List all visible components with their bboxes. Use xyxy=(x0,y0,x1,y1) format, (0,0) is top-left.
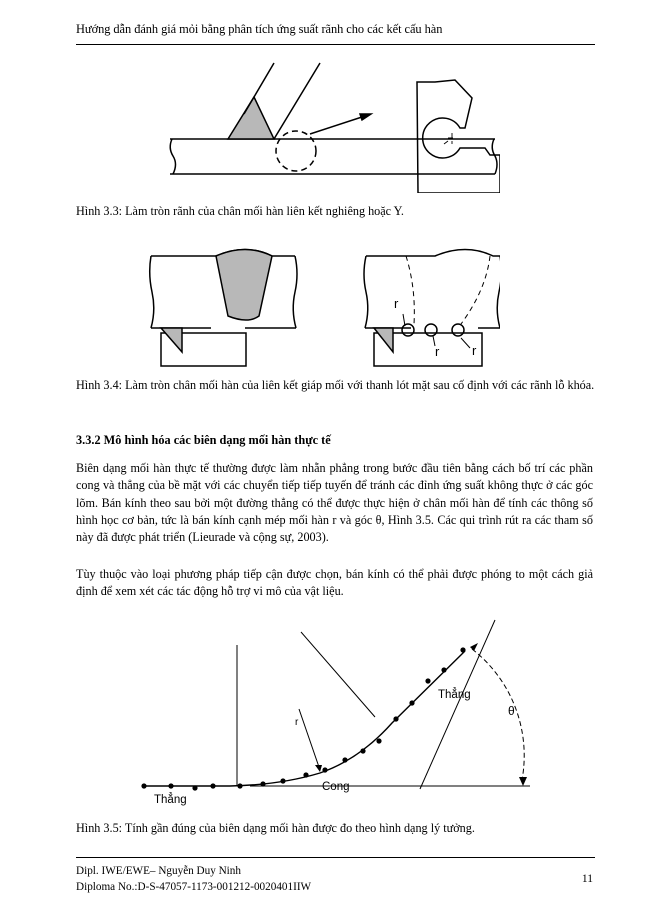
detail-circle xyxy=(276,131,316,171)
straight-label-top: Thẳng xyxy=(438,689,471,701)
figure-3-3 xyxy=(160,58,500,193)
theta-arc xyxy=(472,649,524,780)
figure-3-3-caption: Hình 3.3: Làm tròn rãnh của chân mối hàn liên kết nghiêng hoặc Y. xyxy=(76,204,404,218)
footer-diploma: Diploma No.:D-S-47057-1173-001212-0020401IIW xyxy=(76,881,312,893)
weld-fill-left xyxy=(216,250,272,321)
r-label-1: r xyxy=(394,296,399,311)
straight-label-bottom: Thẳng xyxy=(154,794,187,806)
plate-right-break xyxy=(492,139,497,174)
section-heading: 3.3.2 Mô hình hóa các biên dạng mối hàn thực tế xyxy=(76,433,331,447)
radius-line xyxy=(299,709,320,770)
figure-3-5-caption: Hình 3.5: Tính gần đúng của biên dạng mối hàn được đo theo hình dạng lý tưởng. xyxy=(76,821,475,835)
theta-label: θ xyxy=(508,704,515,718)
detail-arrow xyxy=(310,116,365,134)
page-number: 11 xyxy=(581,873,593,885)
tangent-line xyxy=(420,620,495,789)
r-label-2: r xyxy=(435,344,440,359)
page-header: Hướng dẫn đánh giá mỏi bằng phân tích ứng suất rãnh cho các kết cấu hàn xyxy=(76,22,443,36)
plate-left-break xyxy=(170,139,175,174)
r-label-3: r xyxy=(472,343,477,358)
paragraph-2: Tùy thuộc vào loại phương pháp tiếp cận được chọn, bán kính có thể phải được phóng to một cách giả định để xem xét các tác động hỗ trợ vi mô của vật liệu. xyxy=(76,567,593,599)
header-divider xyxy=(76,44,595,45)
figure-3-4-caption: Hình 3.4: Làm tròn chân mối hàn của liên kết giáp mối với thanh lót mặt sau cố định với các rãnh lỗ khóa. xyxy=(76,378,595,392)
paragraph-1: Biên dạng mối hàn thực tế thường được làm nhẵn phẳng trong bước đầu tiên bằng cách bố trí các phần cong và thẳng của bề mặt với các chuyển tiếp tiếp tuyến để tránh các đỉnh ứng suất không thực ở các góc lõm. Bán kính theo sau bởi một đường thẳng có thể được thực hiện ở chân mối hàn để tính các thông số hình học cơ bản, tức là bán kính cạnh mép mối hàn r và góc θ, Hình 3.5. Các qui trình rút ra các tham số này đã được phát triển (Lieurade và cộng sự, 2003). xyxy=(76,461,593,545)
figure-3-4 xyxy=(148,238,500,375)
footer-author: Dipl. IWE/EWE– Nguyễn Duy Ninh xyxy=(76,865,241,877)
weld-profile xyxy=(144,651,465,786)
r-label: r xyxy=(295,717,299,728)
figure-3-5 xyxy=(130,615,530,815)
keyhole-outline xyxy=(417,80,500,193)
curve-label: Cong xyxy=(322,781,350,793)
footer-divider xyxy=(76,857,595,858)
normal-line xyxy=(301,632,375,717)
